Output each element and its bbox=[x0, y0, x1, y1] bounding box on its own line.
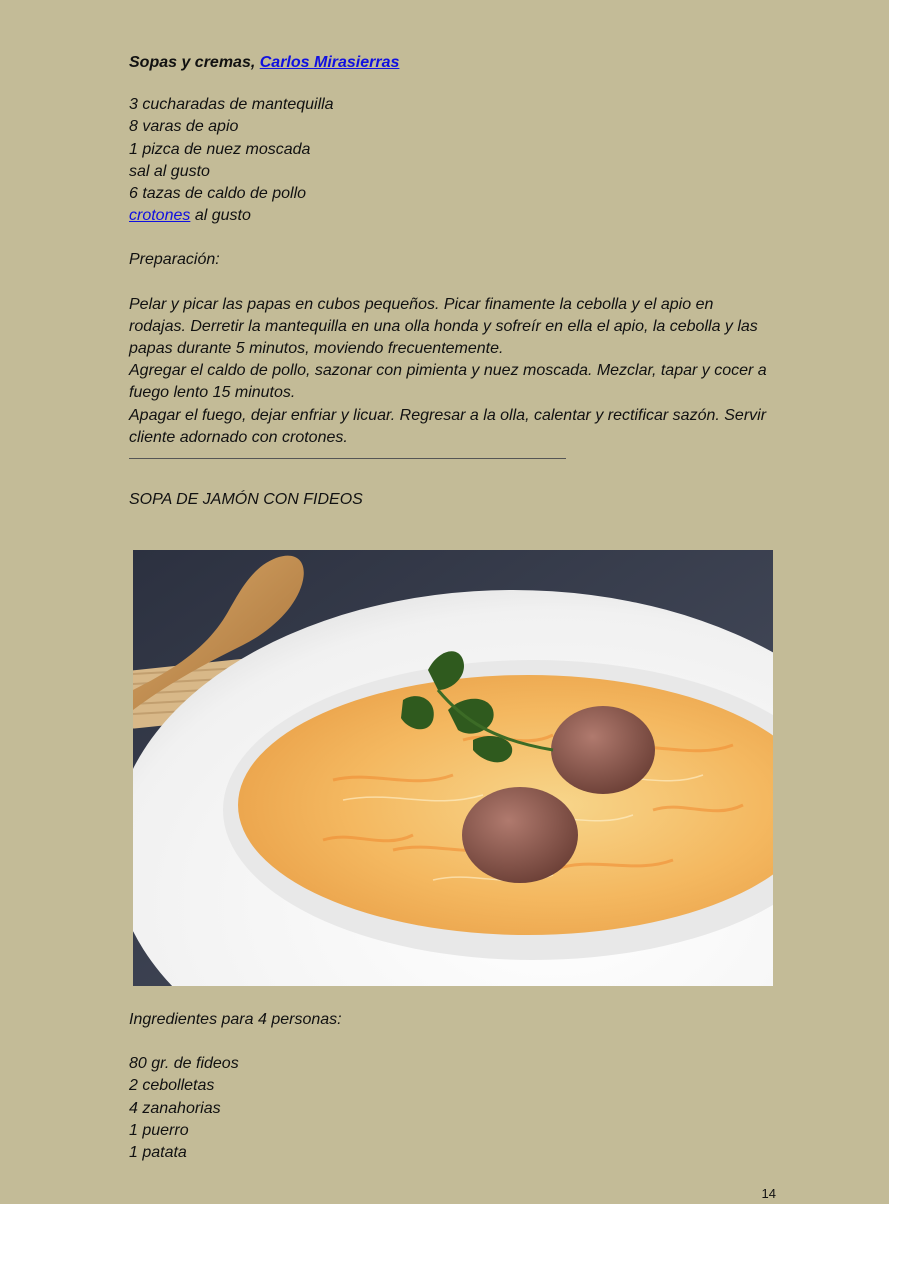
ingredient-item: 1 pizca de nuez moscada bbox=[129, 140, 311, 158]
prep-paragraph: Agregar el caldo de pollo, sazonar con pimienta y nuez moscada. Mezclar, tapar y cocer a fuego lento 15 minutos. bbox=[129, 362, 767, 402]
section-header bbox=[129, 52, 779, 74]
crotones-suffix: al gusto bbox=[190, 207, 251, 225]
ingredient-item: 8 varas de apio bbox=[129, 118, 239, 136]
ingredient-item bbox=[129, 205, 779, 227]
ingredient-item: 1 puerro bbox=[129, 1121, 189, 1139]
recipe-title: SOPA DE JAMÓN CON FIDEOS bbox=[129, 491, 363, 509]
header-prefix: Sopas y cremas, bbox=[129, 54, 260, 71]
servings-line: Ingredientes para 4 personas: bbox=[129, 1011, 342, 1028]
soup-illustration bbox=[133, 550, 773, 986]
recipe-upper-text bbox=[129, 52, 779, 511]
preparation-heading: Preparación: bbox=[129, 251, 220, 269]
prep-paragraph: Apagar el fuego, dejar enfriar y licuar. Regresar a la olla, calentar y rectificar sazón. Servir cliente adornado con crotones. bbox=[129, 406, 767, 446]
prep-paragraph: Pelar y picar las papas en cubos pequeños. Picar finamente la cebolla y el apio en rodajas. Derretir la mantequilla en una olla honda y sofreír en ella el apio, la cebolla y las papas durante 5 minutos, moviendo frecuentemente. bbox=[129, 295, 758, 358]
ingredient-item: sal al gusto bbox=[129, 162, 210, 180]
ingredient-item: 80 gr. de fideos bbox=[129, 1055, 239, 1073]
recipe-lower-text bbox=[129, 1009, 769, 1164]
ingredient-item: 3 cucharadas de mantequilla bbox=[129, 96, 334, 114]
ingredient-item: 1 patata bbox=[129, 1144, 187, 1162]
ingredient-item: 6 tazas de caldo de pollo bbox=[129, 185, 307, 203]
soup-photo bbox=[133, 550, 773, 986]
ingredient-list-second bbox=[129, 1053, 769, 1164]
page-number: 14 bbox=[761, 1186, 776, 1201]
ingredient-item: 2 cebolletas bbox=[129, 1077, 215, 1095]
section-divider bbox=[129, 458, 566, 459]
preparation-text bbox=[129, 294, 769, 449]
author-link[interactable]: Carlos Mirasierras bbox=[259, 54, 400, 71]
crotones-link[interactable]: crotones bbox=[129, 207, 191, 225]
ingredient-list bbox=[129, 94, 779, 227]
ingredient-item: 4 zanahorias bbox=[129, 1099, 221, 1117]
